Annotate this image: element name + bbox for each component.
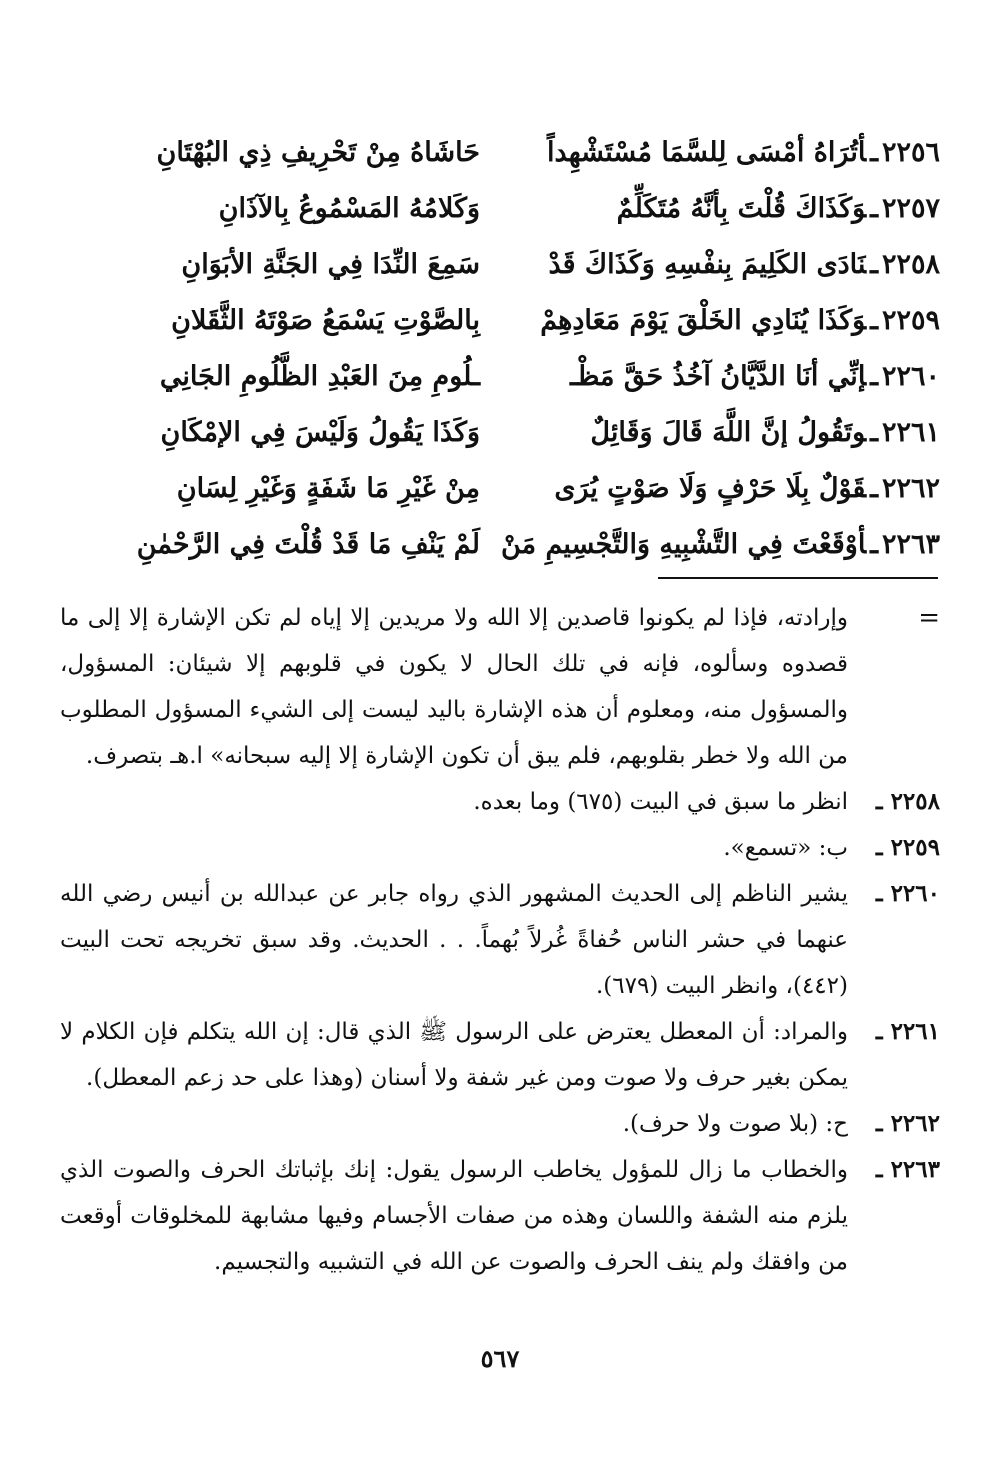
footnote-label: ٢٢٥٨ ـ [875,788,940,815]
footnote-text: وإرادته، فإذا لم يكونوا قاصدين إلا الله ولا مريدين إلا إياه لم تكن الإشارة إلا إلى ما قصدوه وسألوه، فإنه في تلك الحال لا يكون في قلوبهم إلا شيئان: المسؤول، والمسؤول منه، ومعلوم أن هذه الإشارة باليد ليست إلى الشيء المسؤول المطلوب من الله ولا خطر بقلوبهم، فلم يبق أن تكون الإشارة إلا إليه سبحانه» ا.هـ بتصرف. [60,605,848,769]
footnote-text: ح: (بلا صوت ولا حرف). [622,1111,848,1137]
verse-second-hemistich: بِالصَّوْتِ يَسْمَعُ صَوْتَهُ الثَّقَلانِ [171,305,480,336]
verse-hemistich-text: وتَقُولُ إنَّ اللَّهَ قَالَ وَقَائِلٌ [590,417,867,448]
footnote [60,1101,940,1147]
verse-first-hemistich [510,181,940,237]
verse-second-hemistich: لَمْ يَنْفِ مَا قَدْ قُلْتَ فِي الرَّحْمٰنِ [136,529,480,560]
footnote-label: ٢٢٦٠ ـ [875,880,940,907]
footnote [60,1147,940,1285]
footnote-text: يشير الناظم إلى الحديث المشهور الذي رواه جابر عن عبدالله بن أنيس رضي الله عنهما في حشر الناس حُفاةً غُرلاً بُهماً. . . الحديث. وقد سبق تخريجه تحت البيت (٤٤٢)، وانظر البيت (٦٧٩). [60,881,848,999]
verse-first-hemistich [510,237,940,293]
verse [60,237,940,293]
verse-first-hemistich [501,517,940,573]
footnote-text: والخطاب ما زال للمؤول يخاطب الرسول يقول: إنك بإثباتك الحرف والصوت الذي يلزم منه الشفة واللسان وهذه من صفات الأجسام وفيها مشابهة للمخلوقات أوقعت من وافقك ولم ينف الحرف والصوت عن الله في التشبيه والتجسيم. [60,1157,848,1275]
verse-dash: ـ [870,361,878,392]
verse-number: ٢٢٥٦ [881,137,940,168]
footnote-text: والمراد: أن المعطل يعترض على الرسول ﷺ الذي قال: إن الله يتكلم فإن الكلام لا يمكن بغير حرف ولا صوت ومن غير شفة ولا أسنان (وهذا على حد زعم المعطل). [60,1019,848,1091]
verse-hemistich-text: نَادَى الكَلِيمَ بِنفْسِهِ وَكَذَاكَ قَدْ [548,249,867,280]
footnote-label: ٢٢٦٣ ـ [875,1156,940,1183]
verse-hemistich-text: قَوْلٌ بِلَا حَرْفٍ وَلَا صَوْتٍ يُرَى [554,473,867,504]
footnote [60,1009,940,1101]
footnote-continued [60,595,940,779]
verse-number: ٢٢٥٧ [881,193,940,224]
verse-dash: ـ [870,137,878,168]
page-number: ٥٦٧ [480,1344,520,1373]
footnote [60,825,940,871]
verse-number: ٢٢٥٨ [881,249,940,280]
verse-first-hemistich [510,405,940,461]
footnote-label: ٢٢٦٢ ـ [875,1110,940,1137]
verse-hemistich-text: أتُرَاهُ أمْسَى لِلسَّمَا مُسْتَشْهِداً [547,137,867,168]
footnote-label: ٢٢٦١ ـ [875,1018,940,1045]
footnote [60,779,940,825]
verse-first-hemistich [510,125,940,181]
verse-first-hemistich [510,293,940,349]
verse-second-hemistich: سَمِعَ النِّدَا فِي الجَنَّةِ الأبَوَانِ [181,249,480,280]
verse-first-hemistich [510,349,940,405]
verse-dash: ـ [870,473,878,504]
verse-number: ٢٢٦٠ [881,361,940,392]
verse [60,293,940,349]
verse-dash: ـ [870,249,878,280]
verse-second-hemistich: وَكَذَا يَقُولُ وَلَيْسَ فِي الإمْكَانِ [160,417,480,448]
verse-number: ٢٢٦٢ [881,473,940,504]
verse-dash: ـ [870,529,878,560]
footnote [60,871,940,1009]
footnotes [60,595,940,1285]
poem-verses [60,125,940,573]
footnote-text: ب: «تسمع». [723,835,848,861]
verse [60,181,940,237]
verse-number: ٢٢٥٩ [881,305,940,336]
verse [60,125,940,181]
verse-second-hemistich: وَكَلامُهُ المَسْمُوعُ بِالآذَانِ [218,193,480,224]
verse-dash: ـ [870,417,878,448]
verse-first-hemistich [510,461,940,517]
footnote-text: انظر ما سبق في البيت (٦٧٥) وما بعده. [473,789,848,815]
verse-hemistich-text: إنِّي أنَا الدَّيَّانُ آخُذُ حَقَّ مَظْـ [570,361,867,392]
verse-second-hemistich: مِنْ غَيْرِ مَا شَفَةٍ وَغَيْرِ لِسَانِ [176,473,480,504]
verse [60,349,940,405]
verse-second-hemistich: حَاشَاهُ مِنْ تَحْرِيفِ ذِي البُهْتَانِ [156,137,480,168]
footnote-label: ٢٢٥٩ ـ [875,834,940,861]
verse [60,517,940,573]
verse-number: ٢٢٦٣ [881,529,940,560]
verse-hemistich-text: أوْقَعْتَ فِي التَّشْبِيهِ وَالتَّجْسِيمِ مَنْ [501,529,867,560]
verse-hemistich-text: وَكَذَاكَ قُلْتَ بِأنَّهُ مُتَكَلِّمٌ [616,193,867,224]
footnote-separator [658,577,938,579]
verse [60,405,940,461]
footnote-continuation-mark: = [918,603,940,633]
verse-second-hemistich: ـلُومِ مِنَ العَبْدِ الظَّلُومِ الجَانِي [159,361,480,392]
verse-dash: ـ [870,193,878,224]
verse-hemistich-text: وَكَذَا يُنَادِي الخَلْقَ يَوْمَ مَعَادِهِمْ [540,305,867,336]
verse [60,461,940,517]
verse-number: ٢٢٦١ [881,417,940,448]
verse-dash: ـ [870,305,878,336]
